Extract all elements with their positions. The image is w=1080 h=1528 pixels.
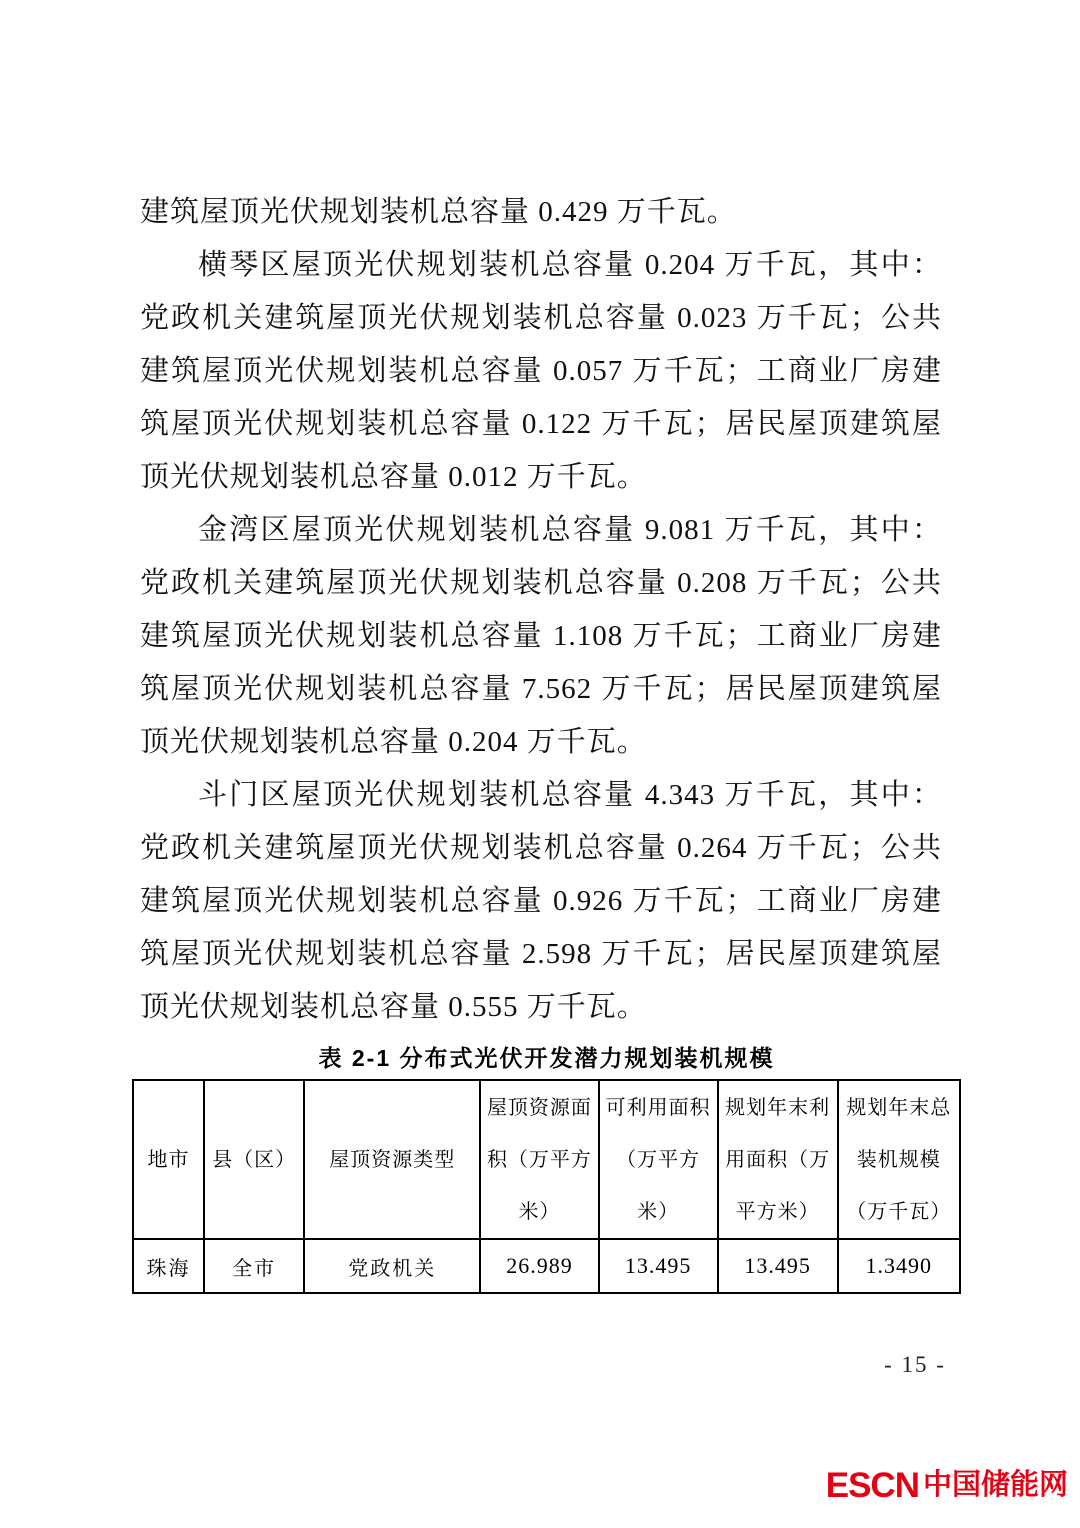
escn-logo-latin: ESCN: [825, 1466, 919, 1505]
table-header-cell: 规划年末利用面积（万平方米）: [718, 1080, 838, 1239]
table-cell-capacity: 1.3490: [838, 1239, 960, 1293]
body-paragraph: 斗门区屋顶光伏规划装机总容量 4.343 万千瓦，其中：党政机关建筑屋顶光伏规划装机总容量 0.264 万千瓦；公共建筑屋顶光伏规划装机总容量 0.926 万千瓦；工商业厂房建筑屋顶光伏规划装机总容量 2.598 万千瓦；居民屋顶建筑屋顶光伏规划装机总容量 0.555 万千瓦。: [140, 779, 942, 1023]
table-header-cell: 可利用面积（万平方米）: [599, 1080, 718, 1239]
pv-capacity-table: [132, 1079, 961, 1294]
table-header-cell: 屋顶资源面积（万平方米）: [480, 1080, 598, 1239]
table-cell-city: 珠海: [133, 1239, 204, 1293]
table-header-cell: 县（区）: [204, 1080, 304, 1239]
table-header-cell: 屋顶资源类型: [304, 1080, 480, 1239]
document-body: [140, 186, 942, 1034]
table-header-cell: 规划年末总装机规模（万千瓦）: [838, 1080, 960, 1239]
body-paragraph: 建筑屋顶光伏规划装机总容量 0.429 万千瓦。: [140, 196, 737, 228]
body-paragraph: 金湾区屋顶光伏规划装机总容量 9.081 万千瓦，其中：党政机关建筑屋顶光伏规划装机总容量 0.208 万千瓦；公共建筑屋顶光伏规划装机总容量 1.108 万千瓦；工商业厂房建筑屋顶光伏规划装机总容量 7.562 万千瓦；居民屋顶建筑屋顶光伏规划装机总容量 0.204 万千瓦。: [140, 514, 942, 758]
table-header-row: [133, 1080, 960, 1239]
page-number: - 15 -: [884, 1352, 946, 1377]
table-header-cell: 地市: [133, 1080, 204, 1239]
table-cell-roof-area: 26.989: [480, 1239, 598, 1293]
table-cell-roof-type: 党政机关: [304, 1239, 480, 1293]
table-row: [133, 1239, 960, 1293]
body-paragraph: 横琴区屋顶光伏规划装机总容量 0.204 万千瓦，其中：党政机关建筑屋顶光伏规划装机总容量 0.023 万千瓦；公共建筑屋顶光伏规划装机总容量 0.057 万千瓦；工商业厂房建筑屋顶光伏规划装机总容量 0.122 万千瓦；居民屋顶建筑屋顶光伏规划装机总容量 0.012 万千瓦。: [140, 249, 942, 493]
escn-logo-chinese: 中国储能网: [922, 1469, 1068, 1501]
escn-logo: [826, 1468, 1068, 1503]
table-caption: 表 2-1 分布式光伏开发潜力规划装机规模: [318, 1045, 775, 1071]
table-cell-planned-area: 13.495: [718, 1239, 838, 1293]
table-cell-county: 全市: [204, 1239, 304, 1293]
table-cell-usable-area: 13.495: [599, 1239, 718, 1293]
